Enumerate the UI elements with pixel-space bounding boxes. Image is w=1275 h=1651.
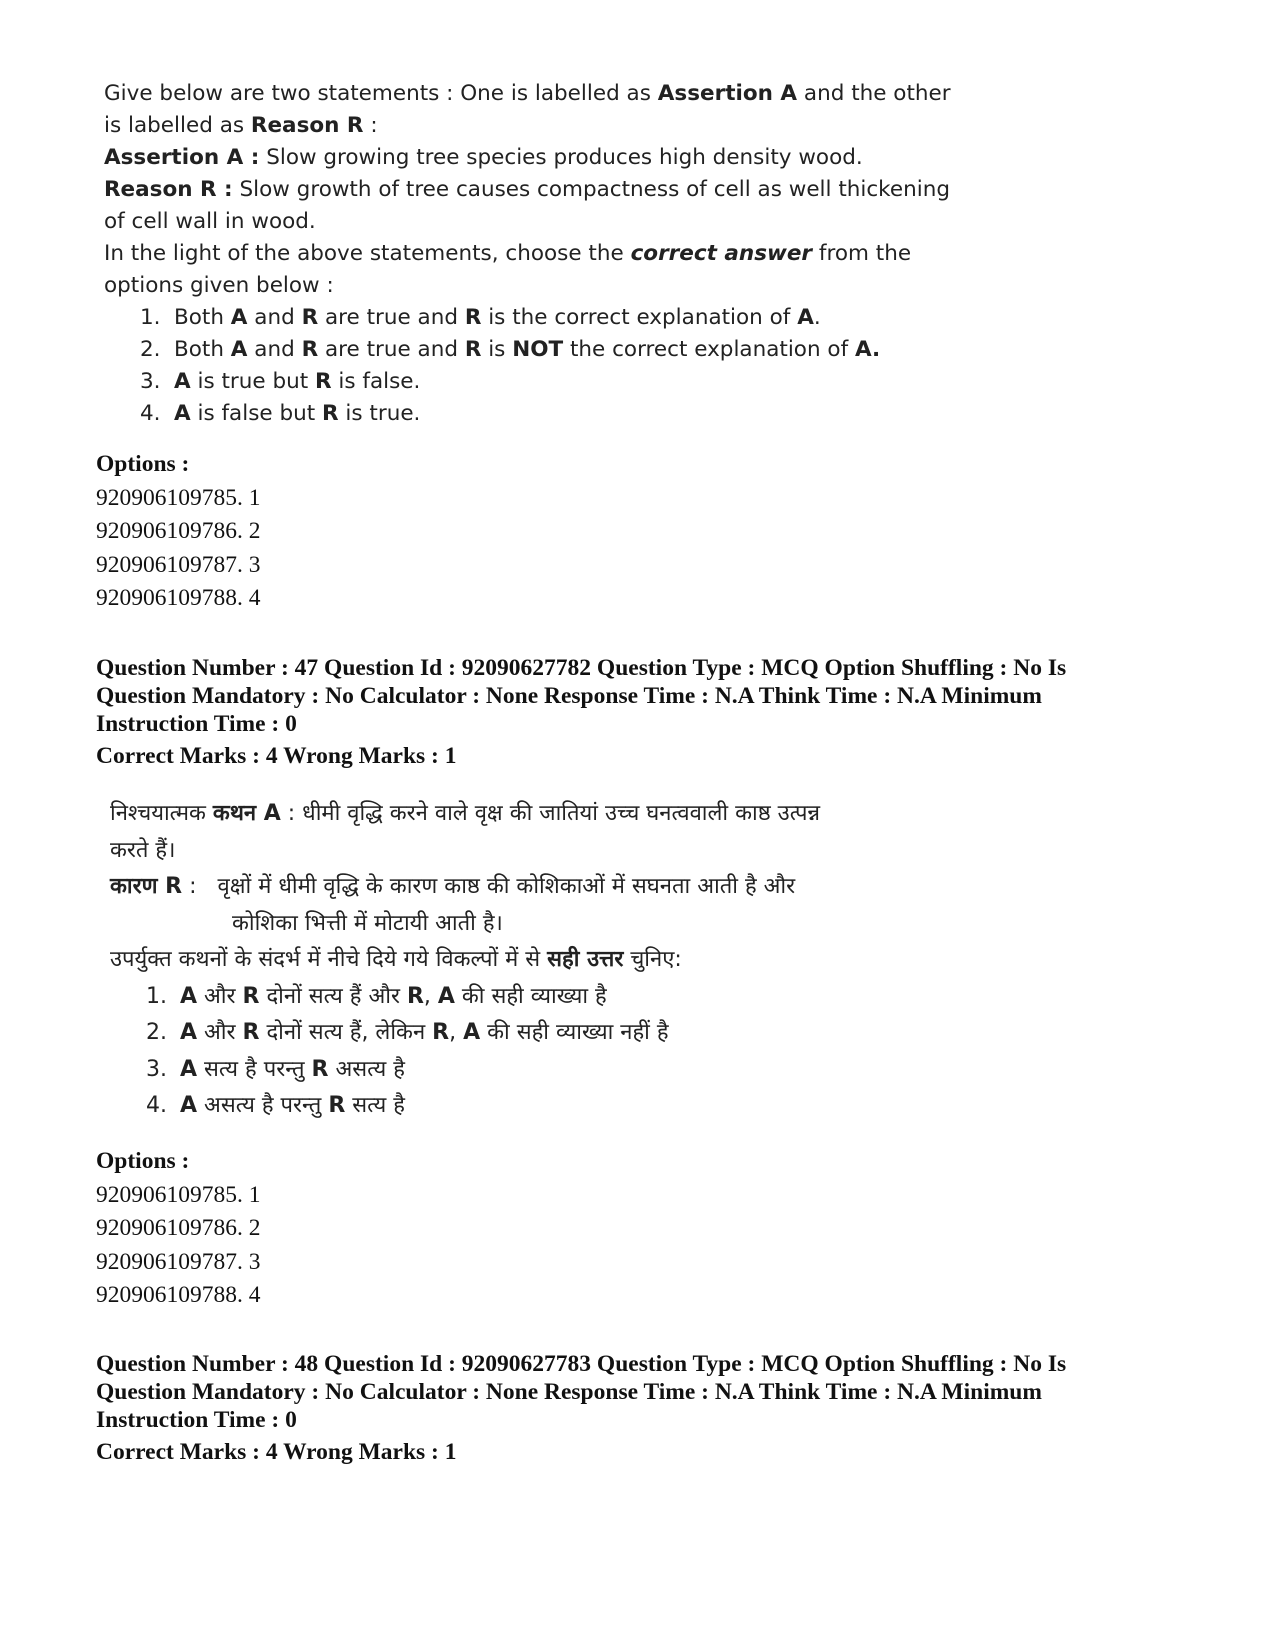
question-47-meta (96, 654, 1066, 770)
assertion-line: निश्चयात्मक कथन A : धीमी वृद्धि करने वाले वृक्ष की जातियां उच्च घनत्ववाली काष्ठ उत्पन्न (110, 801, 821, 826)
marks-line: Correct Marks : 4 Wrong Marks : 1 (96, 1439, 457, 1465)
meta-line: Question Number : 48 Question Id : 92090627783 Question Type : MCQ Option Shuffling : No Is (96, 1351, 1067, 1377)
instruction-line-2: options given below : (104, 273, 334, 298)
meta-line: Instruction Time : 0 (96, 1407, 297, 1433)
option-item: 920906109787. 3 (96, 551, 261, 578)
intro-line-2: is labelled as Reason R : (104, 113, 378, 138)
instruction-line: In the light of the above statements, choose the correct answer from the (104, 241, 912, 266)
meta-line: Question Mandatory : No Calculator : None Response Time : N.A Think Time : N.A Minimum (96, 1379, 1042, 1405)
question-47-image (110, 796, 820, 1125)
option-item: 920906109785. 1 (96, 1181, 261, 1208)
reason-line: Reason R : Slow growth of tree causes compactness of cell as well thickening (104, 177, 950, 202)
meta-line: Instruction Time : 0 (96, 711, 297, 737)
question-47-options (96, 1145, 261, 1313)
option-item: 920906109788. 4 (96, 1282, 261, 1308)
choice-4: 4. A असत्य है परन्तु R सत्य है (146, 1093, 405, 1118)
assertion-line-2: करते हैं। (110, 837, 176, 863)
choice-4: 4. A is false but R is true. (140, 401, 421, 426)
reason-line-2: कोशिका भित्ती में मोटायी आती है। (232, 910, 503, 936)
question-48-meta (96, 1350, 1066, 1466)
option-item: 920906109786. 2 (96, 518, 261, 544)
options-heading: Options : (96, 1148, 190, 1174)
choice-3: 3. A is true but R is false. (140, 369, 421, 394)
options-heading: Options : (96, 451, 190, 477)
answer-choices (104, 302, 951, 430)
reason-line: कारण R : वृक्षों में धीमी वृद्धि के कारण काष्ठ की कोशिकाओं में सघनता आती है और (110, 874, 796, 899)
instruction-line: उपर्युक्त कथनों के संदर्भ में नीचे दिये गये विकल्पों में से सही उत्तर चुनिए: (110, 947, 682, 972)
meta-line: Question Mandatory : No Calculator : None Response Time : N.A Think Time : N.A Minimum (96, 683, 1042, 709)
question-46-options (96, 448, 261, 616)
choice-2: 2. A और R दोनों सत्य हैं, लेकिन R, A की सही व्याख्या नहीं है (146, 1020, 669, 1045)
option-item: 920906109786. 2 (96, 1215, 261, 1241)
option-item: 920906109787. 3 (96, 1248, 261, 1275)
choice-2: 2. Both A and R are true and R is NOT the correct explanation of A. (140, 337, 881, 362)
choice-1: 1. Both A and R are true and R is the correct explanation of A. (140, 305, 821, 330)
intro-line-1: Give below are two statements : One is labelled as Assertion A and the other (104, 81, 951, 106)
option-item: 920906109785. 1 (96, 484, 261, 511)
question-46-image (104, 78, 951, 430)
reason-line-2: of cell wall in wood. (104, 209, 316, 234)
assertion-line: Assertion A : Slow growing tree species produces high density wood. (104, 145, 863, 170)
choice-3: 3. A सत्य है परन्तु R असत्य है (146, 1056, 405, 1082)
marks-line: Correct Marks : 4 Wrong Marks : 1 (96, 743, 457, 769)
meta-line: Question Number : 47 Question Id : 92090627782 Question Type : MCQ Option Shuffling : No Is (96, 655, 1067, 681)
option-item: 920906109788. 4 (96, 585, 261, 611)
choice-1: 1. A और R दोनों सत्य हैं और R, A की सही व्याख्या है (146, 983, 607, 1009)
answer-choices (110, 979, 820, 1125)
